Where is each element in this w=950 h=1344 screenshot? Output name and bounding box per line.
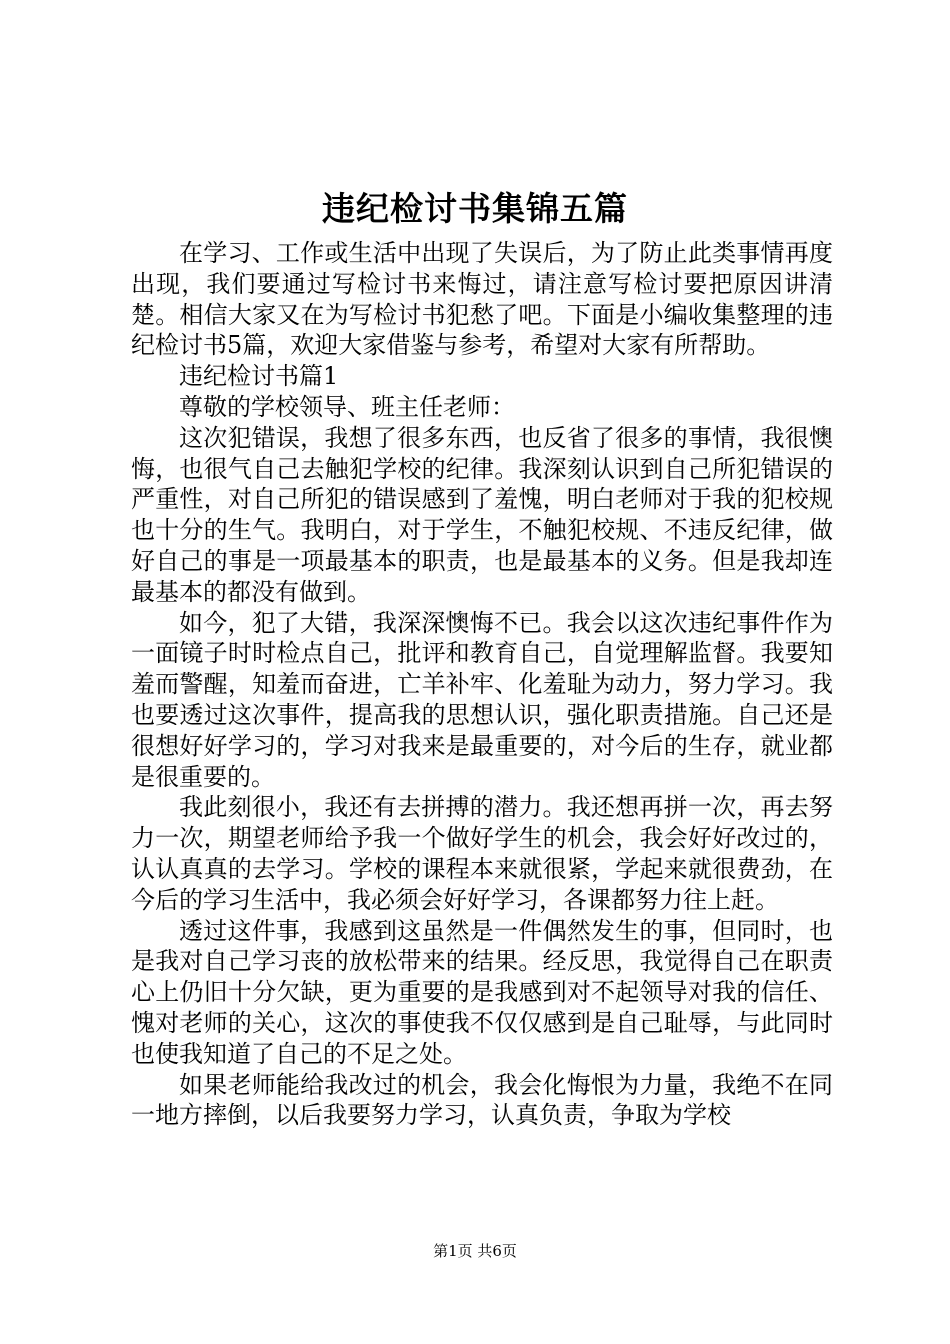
body-paragraph: 这次犯错误，我想了很多东西，也反省了很多的事情，我很懊悔，也很气自己去触犯学校的纪律。我深刻认识到自己所犯错误的严重性，对自己所犯的错误感到了羞愧，明白老师对于我的犯校规也十分的生气。我明白，对于学生，不触犯校规、不违反纪律，做好自己的事是一项最基本的职责，也是最基本的义务。但是我却连最基本的都没有做到。 — [131, 423, 833, 606]
document-body — [131, 238, 833, 1131]
salutation: 尊敬的学校领导、班主任老师： — [179, 392, 515, 421]
body-paragraph: 透过这件事，我感到这虽然是一件偶然发生的事，但同时，也是我对自己学习丧的放松带来的结果。经反思，我觉得自己在职责心上仍旧十分欠缺，更为重要的是我感到对不起领导对我的信任、愧对老师的关心，这次的事使我不仅仅感到是自己耻辱，与此同时也使我知道了自己的不足之处。 — [131, 916, 833, 1068]
page-number: 第1页 共6页 — [433, 1242, 517, 1260]
intro-paragraph: 在学习、工作或生活中出现了失误后，为了防止此类事情再度出现，我们要通过写检讨书来悔过，请注意写检讨要把原因讲清楚。相信大家又在为写检讨书犯愁了吧。下面是小编收集整理的违纪检讨书5篇，欢迎大家借鉴与参考，希望对大家有所帮助。 — [131, 239, 833, 360]
document-title: 违纪检讨书集锦五篇 — [322, 189, 628, 228]
section-heading: 违纪检讨书篇1 — [179, 362, 339, 391]
body-paragraph: 如果老师能给我改过的机会，我会化悔恨为力量，我绝不在同一地方摔倒，以后我要努力学习，认真负责，争取为学校 — [131, 1070, 833, 1130]
body-paragraph: 如今，犯了大错，我深深懊悔不已。我会以这次违纪事件作为一面镜子时时检点自己，批评和教育自己，自觉理解监督。我要知羞而警醒，知羞而奋进，亡羊补牢、化羞耻为动力，努力学习。我也要透过这次事件，提高我的思想认识，强化职责措施。自己还是很想好好学习的，学习对我来是最重要的，对今后的生存，就业都是很重要的。 — [131, 608, 833, 791]
body-paragraph: 我此刻很小，我还有去拼搏的潜力。我还想再拼一次，再去努力一次，期望老师给予我一个做好学生的机会，我会好好改过的，认认真真的去学习。学校的课程本来就很紧，学起来就很费劲，在今后的学习生活中，我必须会好好学习，各课都努力往上赶。 — [131, 793, 833, 914]
